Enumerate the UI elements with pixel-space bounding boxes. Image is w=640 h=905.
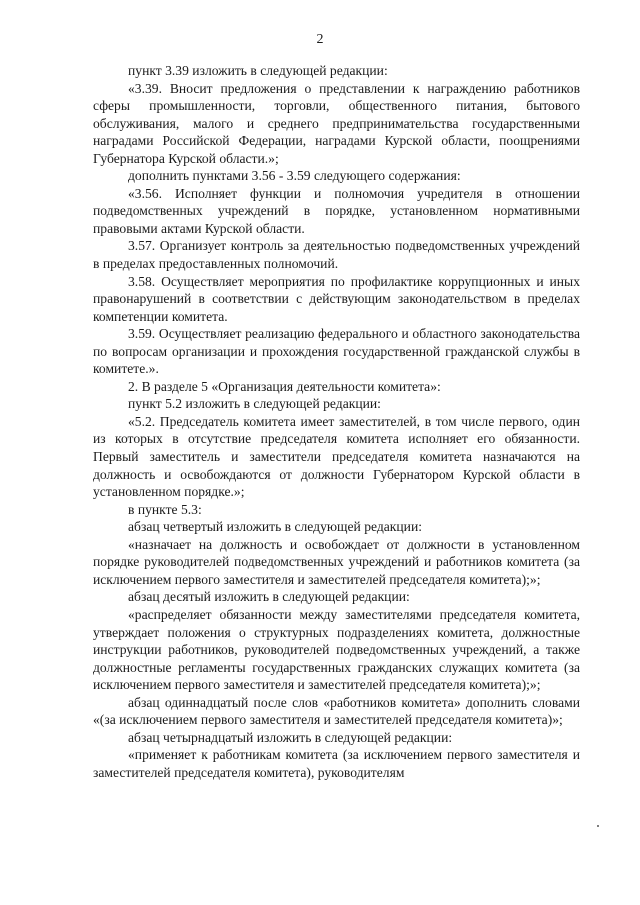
paragraph: 3.57. Организует контроль за деятельностью подведомственных учреждений в пределах предоставленных полномочий. xyxy=(93,238,580,272)
page-number: 2 xyxy=(316,32,324,47)
paragraph: дополнить пунктами 3.56 - 3.59 следующего содержания: xyxy=(128,168,461,184)
paragraph: 3.59. Осуществляет реализацию федерального и областного законодательства по вопросам организации и прохождения государственной гражданской службы в комитете.». xyxy=(93,326,580,377)
paragraph: абзац четырнадцатый изложить в следующей редакции: xyxy=(128,729,453,745)
paragraph: пункт 3.39 изложить в следующей редакции: xyxy=(128,63,388,78)
paragraph: абзац одиннадцатый после слов «работников комитета» дополнить словами «(за исключением первого заместителя и заместителей председателя комитета)»; xyxy=(93,694,580,728)
paragraph: «3.56. Исполняет функции и полномочия учредителя в отношении подведомственных учреждений в порядке, установленном нормативными правовыми актами Курской области. xyxy=(93,185,580,236)
paragraph: «3.39. Вносит предложения о представлении к награждению работников сферы промышленности, торговли, общественного питания, бытового обслуживания, малого и среднего предпринимательства государственными наградами Российской Федерации, наградами Курской области, поощрениями Губернатора Курской области.»; xyxy=(93,80,580,166)
paragraph: «распределяет обязанности между заместителями председателя комитета, утверждает положения о структурных подразделениях комитета, должностные инструкции работников, руководителей подведомственных учреждений, а также должностные регламенты государственных гражданских служащих комитета (за исключением первого заместителя и заместителей председателя комитета);»; xyxy=(93,606,580,693)
scan-speck xyxy=(597,825,599,827)
paragraph: «применяет к работникам комитета (за исключением первого заместителя и заместителей председателя комитета), руководителям xyxy=(93,747,580,780)
paragraph: абзац четвертый изложить в следующей редакции: xyxy=(128,519,423,535)
paragraph: «назначает на должность и освобождает от должности в установленном порядке руководителей подведомственных учреждений и работников комитета (за исключением первого заместителя и заместителей председателя комитета);»; xyxy=(93,536,580,587)
paragraph: 3.58. Осуществляет мероприятия по профилактике коррупционных и иных правонарушений в соответствии с действующим законодательством в пределах компетенции комитета. xyxy=(93,273,580,324)
paragraph: абзац десятый изложить в следующей редакции: xyxy=(128,589,410,605)
document-body xyxy=(93,62,580,781)
paragraph: в пункте 5.3: xyxy=(128,501,202,517)
paragraph: пункт 5.2 изложить в следующей редакции: xyxy=(128,396,381,412)
paragraph: «5.2. Председатель комитета имеет заместителей, в том числе первого, один из которых в отсутствие председателя комитета исполняет его обязанности. Первый заместитель и заместители председателя комитета назначаются на должность и освобождаются от должности Губернатором Курской области в установленном порядке.»; xyxy=(93,413,580,500)
paragraph: 2. В разделе 5 «Организация деятельности комитета»: xyxy=(128,378,441,394)
